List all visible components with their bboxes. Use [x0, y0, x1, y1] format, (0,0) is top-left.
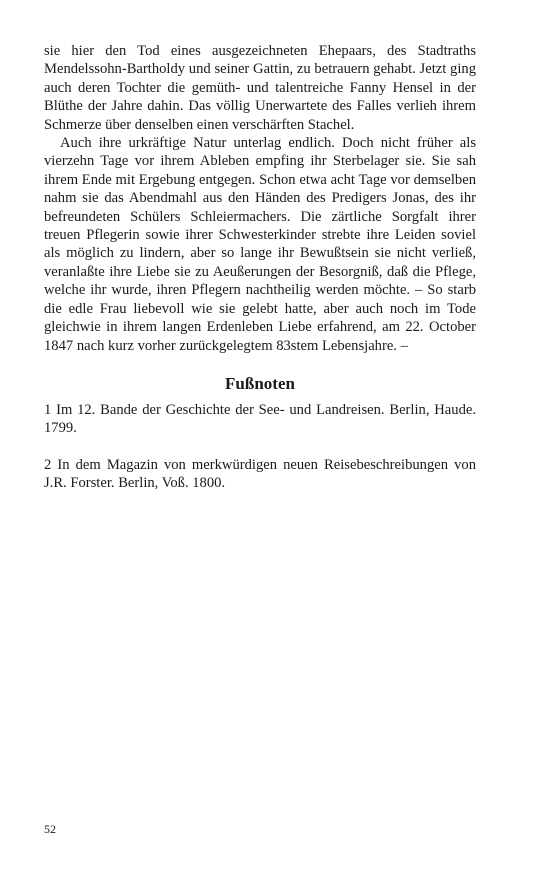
body-paragraph-2: Auch ihre urkräftige Natur unterlag endlich. Doch nicht früher als vierzehn Tage vor ihrem Ableben empfing ihr Sterbelager sie. Sie sah ihrem Ende mit Ergebung entgegen. Schon etwa acht Tage vor demselben nahm sie das Abendmahl aus den Händen des Predigers Jonas, des ihr befreundeten Schülers Schleiermachers. Die zärtliche Sorgfalt ihrer treuen Pflegerin sowie ihrer Schwesterkinder strebte ihre Leiden soviel als möglich zu lindern, aber so lange ihr Bewußtsein sie nicht verließ, veranlaßte ihre Liebe sie zu Aeußerungen der Besorgniß, daß die Pflege, welche ihr wurde, ihren Pflegern nachtheilig werden möchte. – So starb die edle Frau liebevoll wie sie gelebt hatte, aber auch noch im Tode gleichwie in ihrem langen Erdenleben Liebe erfahrend, am 22. October 1847 nach kurz vorher zurückgelegtem 83stem Lebensjahre. –	[44, 135, 476, 354]
footnote-1: 1 Im 12. Bande der Geschichte der See- und Landreisen. Berlin, Haude. 1799.	[44, 401, 476, 437]
page-content	[44, 42, 476, 511]
body-paragraph-1: sie hier den Tod eines ausgezeichneten Ehepaars, des Stadtraths Mendelssohn-Bartholdy und seiner Gattin, zu betrauern gehabt. Jetzt ging auch deren Tochter die gemüth- und talentreiche Fanny Hensel in der Blüthe der Jahre dahin. Das völlig Unerwartete des Falles verlieh ihrem Schmerze über denselben einen verschärften Stachel.	[44, 43, 476, 133]
footnote-2: 2 In dem Magazin von merkwürdigen neuen Reisebeschreibungen von J.R. Forster. Berlin, Voß. 1800.	[44, 456, 476, 492]
page-number: 52	[44, 822, 56, 836]
footnotes-heading: Fußnoten	[225, 373, 295, 393]
